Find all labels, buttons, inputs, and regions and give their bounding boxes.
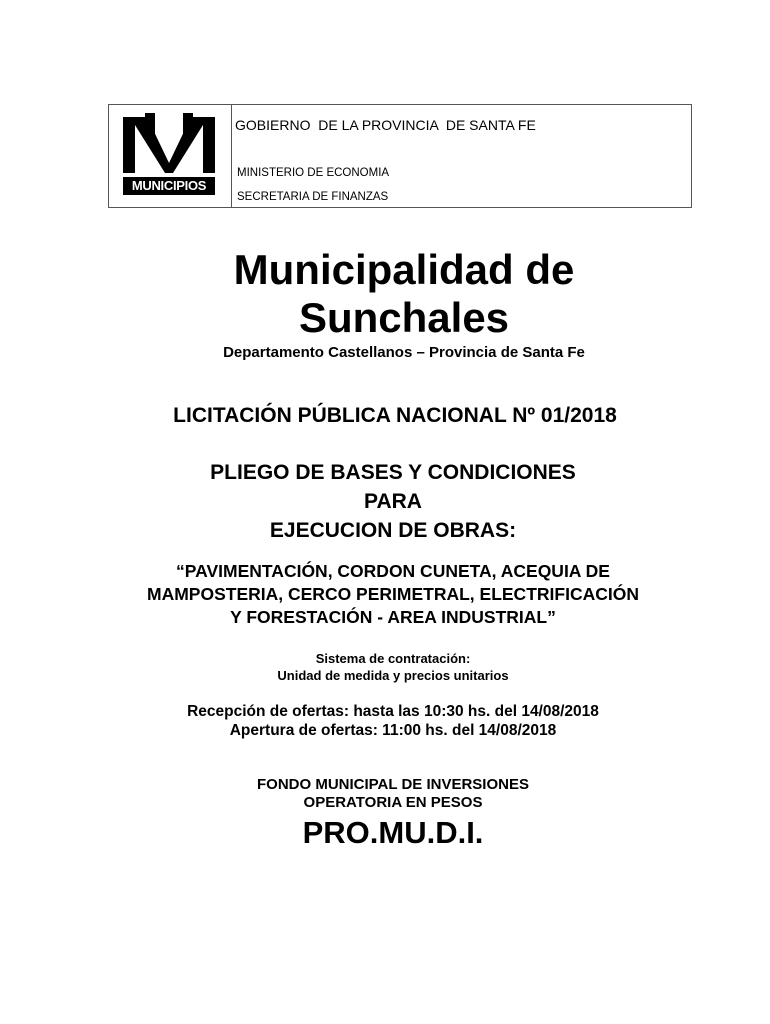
licitacion-heading: LICITACIÓN PÚBLICA NACIONAL Nº 01/2018 <box>173 404 617 427</box>
opening-date: Apertura de ofertas: 11:00 hs. del 14/08/2018 <box>229 722 557 739</box>
obra-line-1: “PAVIMENTACIÓN, CORDON CUNETA, ACEQUIA DE <box>176 561 610 581</box>
document-title <box>19 246 770 342</box>
sistema-line-1: Sistema de contratación: <box>315 651 471 666</box>
pliego-line-1: PLIEGO DE BASES Y CONDICIONES <box>210 461 576 484</box>
obra-description <box>8 560 770 629</box>
fondo-line-1: FONDO MUNICIPAL DE INVERSIONES <box>257 776 529 793</box>
fund-info <box>8 776 770 812</box>
offer-dates <box>8 702 770 740</box>
fondo-line-2: OPERATORIA EN PESOS <box>303 794 483 811</box>
contracting-system <box>8 650 770 684</box>
ministry-label: MINISTERIO DE ECONOMIA <box>237 167 390 179</box>
reception-date: Recepción de ofertas: hasta las 10:30 hs. del 14/08/2018 <box>187 703 599 720</box>
secretariat-label: SECRETARIA DE FINANZAS <box>237 191 389 203</box>
title-line-1: Municipalidad de <box>233 246 575 293</box>
obra-line-3: Y FORESTACIÓN - AREA INDUSTRIAL” <box>230 607 556 627</box>
program-name: PRO.MU.D.I. <box>302 815 484 850</box>
header-table <box>108 104 692 208</box>
department-subtitle: Departamento Castellanos – Provincia de Santa Fe <box>223 344 585 361</box>
pliego-line-3: EJECUCION DE OBRAS: <box>269 519 517 542</box>
pliego-heading <box>8 458 770 545</box>
logo-cell <box>109 105 232 207</box>
logo-label: MUNICIPIOS <box>123 177 215 195</box>
municipios-logo-icon <box>121 111 217 177</box>
government-label: GOBIERNO DE LA PROVINCIA DE SANTA FE <box>235 117 536 133</box>
obra-line-2: MAMPOSTERIA, CERCO PERIMETRAL, ELECTRIFICACIÓN <box>147 584 639 604</box>
pliego-line-2: PARA <box>364 490 422 513</box>
sistema-line-2: Unidad de medida y precios unitarios <box>277 668 509 683</box>
title-line-2: Sunchales <box>298 294 510 341</box>
